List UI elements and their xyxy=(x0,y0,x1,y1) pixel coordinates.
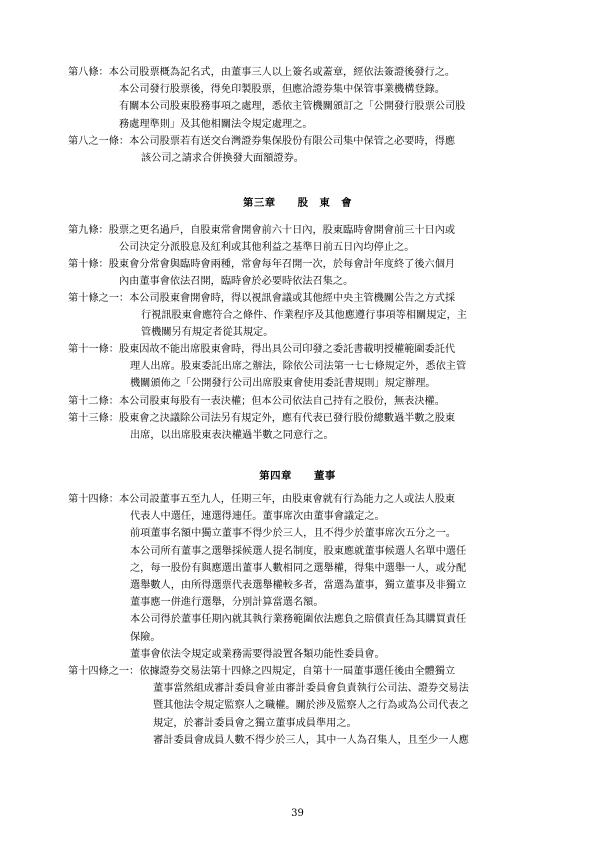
article-line: 股東因故不能出席股東會時，得出具公司印發之委託書載明授權範圍委託代 xyxy=(118,344,456,355)
article-14 xyxy=(68,491,538,663)
chapter-title: 股 東 會 xyxy=(297,197,353,209)
article-label: 第八條： xyxy=(68,67,109,78)
chapter-number: 第四章 xyxy=(259,470,292,482)
article-label: 第十二條： xyxy=(68,396,119,407)
article-line: 保險。 xyxy=(130,631,161,643)
article-line: 本公司股東每股有一表決權；但本公司依法自己持有之股份，無表決權。 xyxy=(118,396,445,407)
article-line: 股票之更名過戶，自股東常會開會前六十日內，股東臨時會開會前三十日內或 xyxy=(108,225,456,236)
article-line: 有關本公司股東股務事項之處理，悉依主管機關頒訂之「公開發行股票公司股 xyxy=(119,101,466,113)
article-line: 董事應一併進行選舉，分別計算當選名額。 xyxy=(130,597,324,609)
article-line: 暨其他法令規定監察人之職權。關於涉及監察人之行為或為公司代表之 xyxy=(153,700,469,712)
article-line: 本公司股票若有送交台灣證券集保股份有限公司集中保管之必要時，得應 xyxy=(129,136,456,147)
article-8 xyxy=(68,64,538,133)
article-line: 董事當然組成審計委員會並由審計委員會負責執行公司法、證券交易法 xyxy=(153,683,469,695)
article-line: 規定，於審計委員會之獨立董事成員準用之。 xyxy=(153,717,357,729)
article-10 xyxy=(68,256,538,290)
article-14-1 xyxy=(68,663,538,749)
article-13 xyxy=(68,410,538,444)
article-line: 審計委員會成員人數不得少於三人，其中一人為召集人，且至少一人應 xyxy=(153,734,469,746)
article-8-1 xyxy=(68,133,538,167)
chapter-title: 董事 xyxy=(313,470,336,482)
article-line: 理人出席。股東委託出席之辦法，除依公司法第一七七條規定外，悉依主管 xyxy=(130,361,467,373)
chapter-number: 第三章 xyxy=(242,197,276,209)
article-line: 本公司得於董事任期內就其執行業務範圍依法應負之賠償責任為其購買責任 xyxy=(130,614,467,626)
article-line: 代表人中選任，連選得連任。董事席次由董事會議定之。 xyxy=(130,511,385,523)
article-line: 之，每一股份有與應選出董事人數相同之選舉權，得集中選舉一人，或分配 xyxy=(130,562,467,574)
article-label: 第十條之一： xyxy=(68,293,130,304)
article-line: 本公司股東會開會時，得以視訊會議或其他經中央主管機關公告之方式採 xyxy=(129,293,456,304)
article-12 xyxy=(68,393,538,410)
page-number: 39 xyxy=(291,808,304,819)
article-line: 本公司設董事五至九人，任期三年，由股東會就有行為能力之人或法人股東 xyxy=(118,494,456,505)
article-line: 依據證券交易法第十四條之四規定，自第十一屆董事選任後由全體獨立 xyxy=(139,666,456,677)
article-line: 該公司之請求合併換發大面額證券。 xyxy=(141,153,304,165)
article-line: 本公司股票概為記名式，由董事三人以上簽名或蓋章，經依法簽證後發行之。 xyxy=(108,67,456,78)
article-line: 本公司發行股票後，得免印製股票，但應洽證券集中保管事業機構登錄。 xyxy=(119,84,445,96)
article-label: 第十條： xyxy=(68,259,109,270)
article-label: 第十四條之一： xyxy=(68,666,140,677)
article-line: 公司決定分派股息及紅利或其他利益之基準日前五日內均停止之。 xyxy=(119,242,415,254)
article-line: 股東會之決議除公司法另有規定外，應有代表已發行股份總數過半數之股東 xyxy=(118,413,456,424)
article-10-1 xyxy=(68,290,538,342)
article-line: 出席，以出席股東表決權過半數之同意行之。 xyxy=(130,430,334,442)
chapter-heading xyxy=(0,194,595,209)
article-line: 行視訊股東會應符合之條件、作業程序及其他應遵行事項等相關規定，主 xyxy=(141,310,467,322)
article-line: 內由董事會依法召開，臨時會於必要時依法召集之。 xyxy=(119,276,354,288)
article-11 xyxy=(68,341,538,393)
article-label: 第八之一條： xyxy=(68,136,130,147)
article-label: 第九條： xyxy=(68,225,109,236)
article-line: 董事會依法令規定或業務需要得設置各類功能性委員會。 xyxy=(130,648,385,660)
article-line: 管機關另有規定者從其規定。 xyxy=(141,327,274,339)
article-label: 第十一條： xyxy=(68,344,119,355)
article-line: 前項董事名額中獨立董事不得少於三人，且不得少於董事席次五分之一。 xyxy=(130,528,456,540)
article-label: 第十三條： xyxy=(68,413,119,424)
article-line: 機關頒佈之「公開發行公司出席股東會使用委託書規則」規定辦理。 xyxy=(130,378,436,390)
article-9 xyxy=(68,222,538,256)
chapter-heading xyxy=(0,467,595,482)
article-line: 選舉數人，由所得選票代表選舉權較多者，當選為董事，獨立董事及非獨立 xyxy=(130,580,467,592)
article-line: 務處理準則」及其他相關法令規定處理之。 xyxy=(119,118,313,130)
article-line: 股東會分常會與臨時會兩種，常會每年召開一次，於每會計年度終了後六個月 xyxy=(108,259,456,270)
article-line: 本公司所有董事之選舉採候選人提名制度，股東應就董事候選人名單中選任 xyxy=(130,545,467,557)
article-label: 第十四條： xyxy=(68,494,119,505)
